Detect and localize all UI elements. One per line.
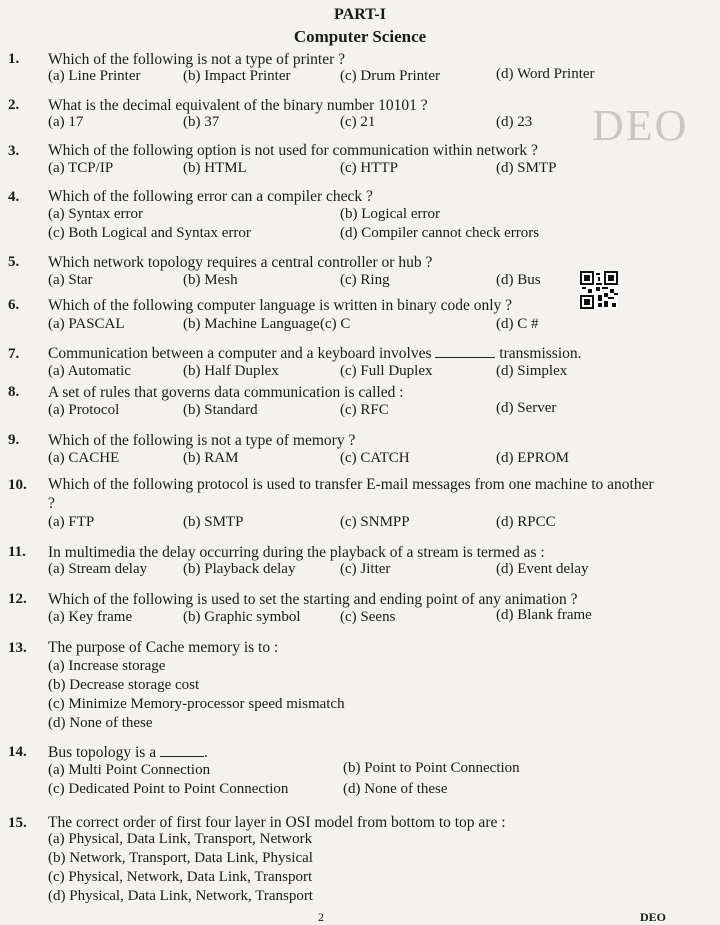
option-b[interactable]: (b) Standard: [183, 402, 258, 418]
option-b[interactable]: (b) HTML: [183, 160, 247, 176]
option-b[interactable]: (b) Graphic symbol: [183, 609, 301, 625]
option-c[interactable]: (c) RFC: [340, 402, 389, 418]
option-b[interactable]: (b) 37: [183, 114, 220, 130]
option-b[interactable]: (b) RAM: [183, 450, 239, 466]
option-a[interactable]: (a) Automatic: [48, 363, 131, 379]
option-b[interactable]: (b) Playback delay: [183, 561, 296, 577]
option-a[interactable]: (a) CACHE: [48, 450, 120, 466]
option-a[interactable]: (a) Multi Point Connection: [48, 762, 211, 778]
question-number: 8.: [8, 384, 20, 400]
question-text: In multimedia the delay occurring during the playback of a stream is termed as :: [48, 544, 545, 561]
option-a[interactable]: (a) Physical, Data Link, Transport, Network: [48, 831, 313, 847]
option-c[interactable]: (c) Minimize Memory-processor speed mismatch: [48, 696, 345, 712]
question-text: Which of the following is used to set the starting and ending point of any animation ?: [48, 591, 578, 608]
option-c[interactable]: (c) Physical, Network, Data Link, Transport: [48, 869, 313, 885]
answer-blank: [160, 744, 204, 757]
option-d[interactable]: (d) None of these: [48, 715, 153, 731]
question-number: 12.: [8, 591, 27, 607]
option-d[interactable]: (d) Compiler cannot check errors: [340, 225, 540, 241]
option-b[interactable]: (b) Logical error: [340, 206, 440, 222]
option-d[interactable]: (d) Physical, Data Link, Network, Transport: [48, 888, 313, 904]
option-d[interactable]: (d) RPCC: [496, 514, 556, 530]
option-d[interactable]: (d) Simplex: [496, 363, 568, 379]
question-number: 6.: [8, 297, 20, 313]
option-c[interactable]: (c) Seens: [340, 609, 396, 625]
option-c[interactable]: (c) C: [320, 316, 351, 332]
question-number: 3.: [8, 143, 20, 159]
option-d[interactable]: (d) SMTP: [496, 160, 557, 176]
option-d[interactable]: (d) EPROM: [496, 450, 569, 466]
question-number: 4.: [8, 189, 20, 205]
page-number: 2: [318, 910, 324, 924]
option-b[interactable]: (b) Half Duplex: [183, 363, 279, 379]
question-number: 9.: [8, 432, 20, 448]
option-c[interactable]: (c) Both Logical and Syntax error: [48, 225, 251, 241]
option-a[interactable]: (a) 17: [48, 114, 84, 130]
option-c[interactable]: (c) Full Duplex: [340, 363, 433, 379]
option-b[interactable]: (b) Mesh: [183, 272, 238, 288]
option-a[interactable]: (a) Increase storage: [48, 658, 166, 674]
question-number: 1.: [8, 51, 20, 67]
question-text: A set of rules that governs data communication is called :: [48, 384, 404, 401]
question-number: 11.: [8, 544, 26, 560]
answer-blank: [435, 345, 495, 358]
option-c[interactable]: (c) HTTP: [340, 160, 398, 176]
question-text: What is the decimal equivalent of the binary number 10101 ?: [48, 97, 428, 114]
question-text: Which of the following is not a type of printer ?: [48, 51, 346, 68]
option-b[interactable]: (b) Point to Point Connection: [343, 760, 520, 776]
question-text: Which of the following error can a compiler check ?: [48, 188, 373, 205]
question-text: Which of the following is not a type of memory ?: [48, 432, 356, 449]
question-number: 2.: [8, 97, 20, 113]
option-d[interactable]: (d) Blank frame: [496, 607, 592, 623]
option-a[interactable]: (a) TCP/IP: [48, 160, 114, 176]
option-a[interactable]: (a) Stream delay: [48, 561, 148, 577]
option-b[interactable]: (b) SMTP: [183, 514, 244, 530]
option-c[interactable]: (c) SNMPP: [340, 514, 410, 530]
option-a[interactable]: (a) Protocol: [48, 402, 120, 418]
option-b[interactable]: (b) Decrease storage cost: [48, 677, 200, 693]
question-text: The purpose of Cache memory is to :: [48, 639, 279, 656]
option-d[interactable]: (d) Word Printer: [496, 66, 595, 82]
question-number: 5.: [8, 254, 20, 270]
option-a[interactable]: (a) Star: [48, 272, 93, 288]
option-a[interactable]: (a) Syntax error: [48, 206, 143, 222]
question-text: Bus topology is a .: [48, 744, 208, 761]
footer-code: DEO: [640, 910, 667, 924]
question-number: 13.: [8, 640, 27, 656]
option-d[interactable]: (d) 23: [496, 114, 533, 130]
option-d[interactable]: (d) Server: [496, 400, 557, 416]
option-b[interactable]: (b) Impact Printer: [183, 68, 291, 84]
option-c[interactable]: (c) 21: [340, 114, 376, 130]
question-text: Which of the following computer language is written in binary code only ?: [48, 297, 513, 314]
option-c[interactable]: (c) Drum Printer: [340, 68, 440, 84]
option-a[interactable]: (a) Line Printer: [48, 68, 141, 84]
option-c[interactable]: (c) CATCH: [340, 450, 410, 466]
part-title: PART-I: [334, 6, 386, 23]
question-text: Which of the following protocol is used to transfer E-mail messages from one machine to another ?: [48, 476, 654, 512]
option-d[interactable]: (d) None of these: [343, 781, 448, 797]
option-a[interactable]: (a) Key frame: [48, 609, 133, 625]
question-text: Communication between a computer and a keyboard involves transmission.: [48, 345, 582, 362]
question-text: Which network topology requires a central controller or hub ?: [48, 254, 433, 271]
question-text: Which of the following option is not used for communication within network ?: [48, 142, 538, 159]
question-number: 10.: [8, 477, 27, 493]
bleed-logo: DEO: [592, 101, 689, 150]
option-b[interactable]: (b) Network, Transport, Data Link, Physical: [48, 850, 313, 866]
subject-title: Computer Science: [293, 27, 427, 46]
option-c[interactable]: (c) Ring: [340, 272, 390, 288]
option-d[interactable]: (d) Event delay: [496, 561, 589, 577]
option-a[interactable]: (a) PASCAL: [48, 316, 125, 332]
option-b[interactable]: (b) Machine Language: [183, 316, 320, 332]
question-text: The correct order of first four layer in OSI model from bottom to top are :: [48, 814, 506, 831]
option-c[interactable]: (c) Jitter: [340, 561, 391, 577]
option-c[interactable]: (c) Dedicated Point to Point Connection: [48, 781, 289, 797]
question-number: 14.: [8, 744, 27, 760]
question-number: 7.: [8, 346, 20, 362]
option-a[interactable]: (a) FTP: [48, 514, 95, 530]
option-d[interactable]: (d) Bus: [496, 272, 541, 288]
question-number: 15.: [8, 815, 27, 831]
option-d[interactable]: (d) C #: [496, 316, 539, 332]
